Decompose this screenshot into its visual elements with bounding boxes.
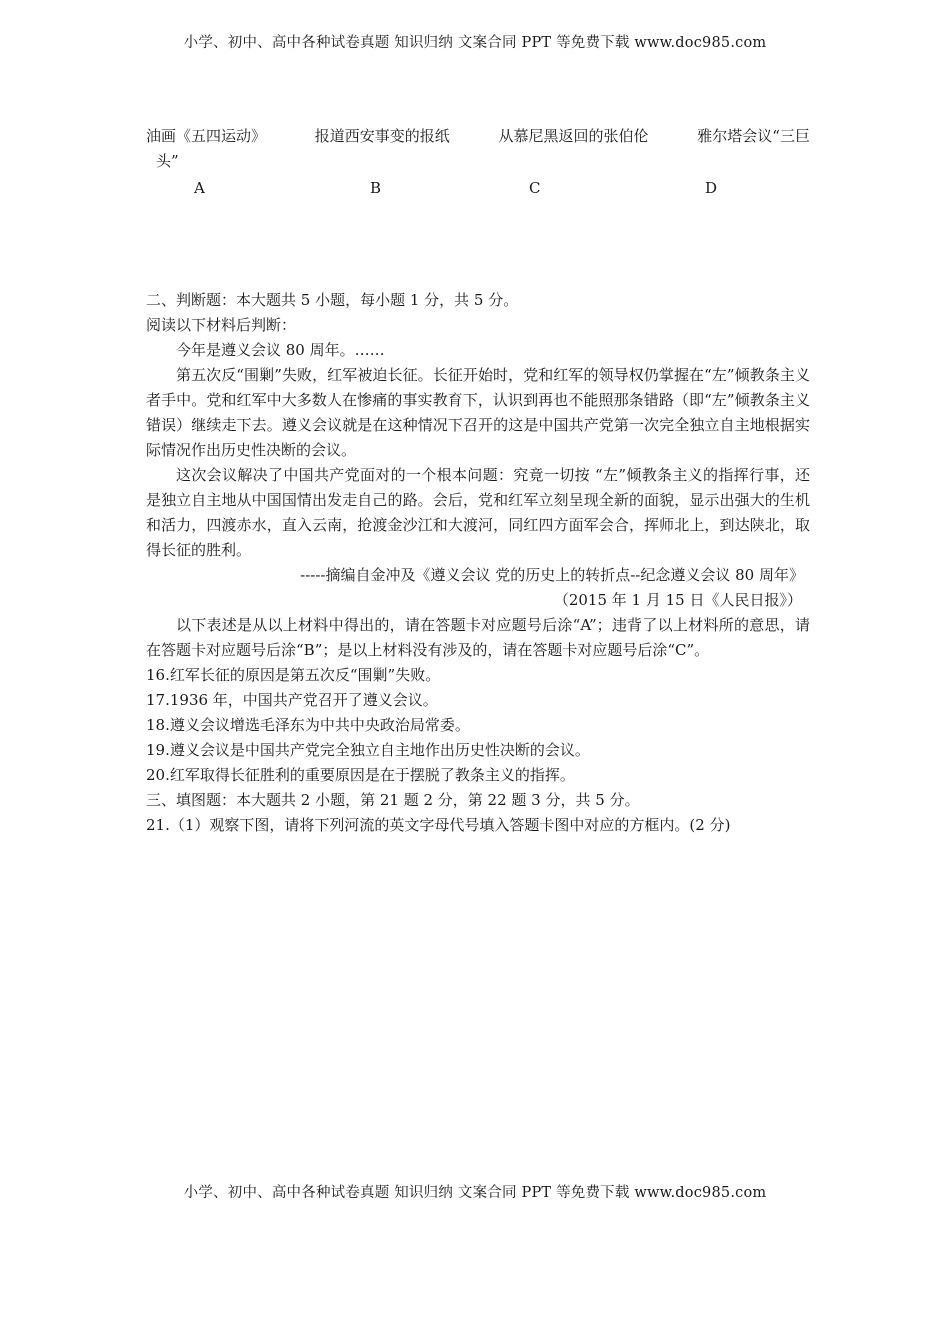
option-d-caption-wrap: 头”	[156, 152, 179, 170]
option-a-caption: 油画《五四运动》	[146, 127, 267, 145]
material-paragraph-2: 这次会议解决了中国共产党面对的一个根本问题：究竟一切按 “左”倾教条主义的指挥行事，还是独立自主地从中国国情出发走自己的路。会后，党和红军立刻呈现全新的面貌，显示出强大的生机和活力，四渡赤水，直入云南，抢渡金沙江和大渡河，同红四方面军会合，挥师北上，到达陕北，取得长征的胜利。	[146, 466, 810, 559]
section-3-title: 三、填图题：本大题共 2 小题，第 21 题 2 分，第 22 题 3 分，共 5 分。	[146, 791, 640, 809]
question-20: 20.红军取得长征胜利的重要原因是在于摆脱了教条主义的指挥。	[146, 766, 575, 784]
question-19: 19.遵义会议是中国共产党完全独立自主地作出历史性决断的会议。	[146, 741, 590, 759]
question-18: 18.遵义会议增选毛泽东为中共中央政治局常委。	[146, 716, 470, 734]
option-captions	[146, 124, 810, 149]
section-2-instruction: 阅读以下材料后判断：	[146, 316, 297, 334]
option-letter-d: D	[705, 179, 718, 197]
page-header: 小学、初中、高中各种试卷真题 知识归纳 文案合同 PPT 等免费下载 www.doc985.com	[183, 35, 767, 51]
option-c-caption: 从慕尼黑返回的张伯伦	[498, 127, 649, 145]
material-source-date: （2015 年 1 月 15 日《人民日报》）	[553, 591, 802, 609]
option-letter-c: C	[529, 179, 541, 197]
option-letter-b: B	[370, 179, 382, 197]
material-paragraph-1: 第五次反“围剿”失败，红军被迫长征。长征开始时，党和红军的领导权仍掌握在“左”倾教条主义者手中。党和红军中大多数人在惨痛的事实教育下，认识到再也不能照那条错路（即“左”倾教条主义错误）继续走下去。遵义会议就是在这种情况下召开的这是中国共产党第一次完全独立自主地根据实际情况作出历史性决断的会议。	[146, 366, 810, 459]
material-lead: 今年是遵义会议 80 周年。……	[176, 341, 385, 359]
option-b-caption: 报道西安事变的报纸	[314, 127, 450, 145]
page-footer: 小学、初中、高中各种试卷真题 知识归纳 文案合同 PPT 等免费下载 www.doc985.com	[183, 1185, 767, 1201]
section-2-title: 二、判断题：本大题共 5 小题，每小题 1 分，共 5 分。	[146, 291, 519, 309]
document-body	[146, 124, 810, 838]
option-letter-a: A	[194, 179, 205, 197]
option-letters	[146, 176, 810, 204]
material-source: -----摘编自金冲及《遵义会议 党的历史上的转折点--纪念遵义会议 80 周年》	[300, 566, 804, 584]
question-21: 21.（1）观察下图，请将下列河流的英文字母代号填入答题卡图中对应的方框内。(2 分)	[146, 816, 731, 834]
question-16: 16.红军长征的原因是第五次反“围剿”失败。	[146, 666, 441, 684]
option-d-caption: 雅尔塔会议“三巨	[697, 127, 810, 145]
question-17: 17.1936 年，中国共产党召开了遵义会议。	[146, 691, 438, 709]
section-2-directions: 以下表述是从以上材料中得出的，请在答题卡对应题号后涂“A”；违背了以上材料所的意思，请在答题卡对应题号后涂“B”；是以上材料没有涉及的，请在答题卡对应题号后涂“C”。	[146, 616, 810, 659]
